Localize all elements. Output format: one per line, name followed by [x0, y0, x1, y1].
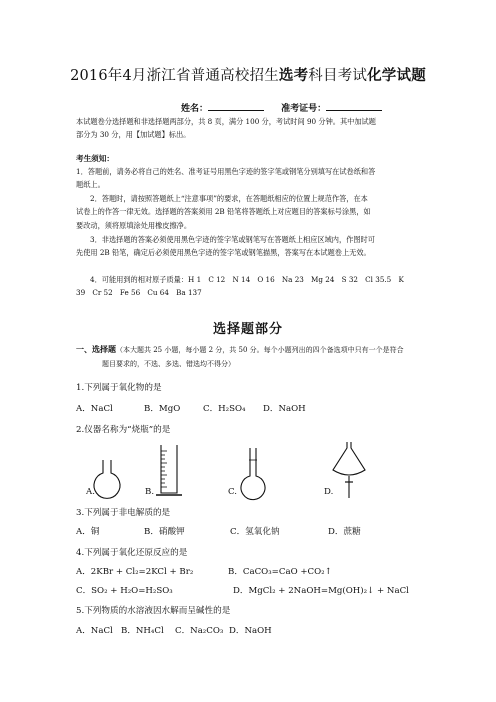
section-title: 选择题部分	[212, 322, 283, 337]
q5-option-c[interactable]: C．Na₂CO₃	[175, 626, 224, 636]
question-4: 4.下列属于氧化还原反应的是	[76, 548, 188, 558]
question-5: 5.下列物质的水溶液因水解而呈碱性的是	[76, 606, 231, 616]
q4-option-d[interactable]: D．MgCl₂ + 2NaOH=Mg(OH)₂↓ + NaCl	[233, 586, 409, 596]
notice-2: 2．答题时，请按照答题纸上“注意事项”的要求，在答题纸相应的位置上规范作答，在本 试卷上的作答一律无效。选择题的答案须用 2B 铅笔将答题纸上对应题目的答案标号涂黑，如 要改动，须将原填涂处用橡皮擦净。	[76, 194, 371, 230]
q4-option-c[interactable]: C．SO₂ + H₂O=H₂SO₃	[76, 586, 173, 596]
paper-title: 2016年4月浙江省普通高校招生选考科目考试化学试题	[70, 67, 426, 84]
name-blank[interactable]	[208, 102, 264, 111]
notice-3: 3．非选择题的答案必须使用黑色字迹的签字笔或钢笔写在答题纸上相应区域内，作图时可 先使用 2B 铅笔，确定后必须使用黑色字迹的签字笔或钢笔描黑，答案写在本试题卷上无效。	[76, 235, 375, 258]
question-1: 1.下列属于氧化物的是	[76, 383, 162, 393]
q2-option-c[interactable]: C.	[228, 487, 238, 497]
question-2: 2.仪器名称为“烧瓶”的是	[76, 425, 171, 435]
section1-instructions: 一、选择题（本大题共 25 小题，每小题 2 分，共 50 分。每个小题列出的四个备选项中只有一个是符合 题目要求的，不选、多选、错选均不得分）	[76, 344, 404, 368]
q1-option-b[interactable]: B．MgO	[144, 404, 181, 414]
separatory-funnel-icon	[329, 440, 369, 500]
q1-option-d[interactable]: D．NaOH	[263, 404, 306, 414]
q2-option-b[interactable]: B.	[145, 487, 155, 497]
q4-option-a[interactable]: A．2KBr + Cl₂=2KCl + Br₂	[76, 567, 194, 577]
notice-1: 1．答题前，请务必将自己的姓名、准考证号用黑色字迹的签字笔或钢笔分别填写在试卷纸和答 题纸上。	[76, 167, 376, 190]
q2-option-d[interactable]: D.	[324, 487, 334, 497]
notice-4: 4．可能用到的相对原子质量：H 1 C 12 N 14 O 16 Na 23 Mg 24 S 32 Cl 35.5 K 39 Cr 52 Fe 56 Cu 64 Ba 137	[76, 275, 404, 298]
notice-heading: 考生须知：	[76, 154, 114, 163]
q1-option-c[interactable]: C．H₂SO₄	[203, 404, 246, 414]
question-3: 3.下列属于非电解质的是	[76, 508, 171, 518]
q3-option-a[interactable]: A．铜	[76, 527, 100, 537]
q3-option-b[interactable]: B．硝酸钾	[144, 527, 185, 537]
graduated-cylinder-icon	[154, 443, 184, 499]
q3-option-d[interactable]: D．蔗糖	[328, 527, 361, 537]
name-id-bar: 姓名： 准考证号：	[181, 101, 382, 114]
q5-option-b[interactable]: B．NH₄Cl	[121, 626, 164, 636]
q5-option-d[interactable]: D．NaOH	[229, 626, 272, 636]
q3-option-c[interactable]: C．氢氧化钠	[230, 527, 280, 537]
exam-id-blank[interactable]	[326, 102, 382, 111]
q5-option-a[interactable]: A．NaCl	[76, 626, 113, 636]
volumetric-flask-icon	[236, 446, 270, 500]
intro-text: 本试题卷分选择题和非选择题两部分，共 8 页，满分 100 分，考试时间 90 分钟。其中加试题 部分为 30 分，用【加试题】标出。	[76, 117, 376, 140]
q2-option-a[interactable]: A.	[86, 487, 95, 497]
q4-option-b[interactable]: B．CaCO₃=CaO +CO₂↑	[228, 567, 332, 577]
q1-option-a[interactable]: A．NaCl	[76, 404, 113, 414]
